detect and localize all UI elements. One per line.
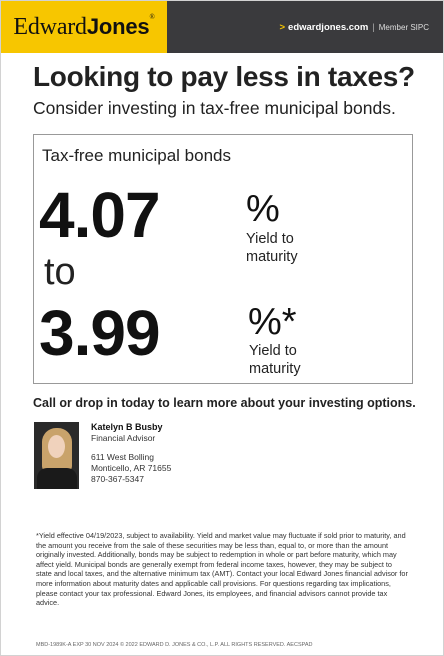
- yield-card: [33, 134, 413, 384]
- advisor-name: Katelyn B Busby: [91, 422, 163, 432]
- low-yield-value: 3.99: [39, 297, 160, 369]
- top-bar: [167, 1, 443, 53]
- yield-label-line1: Yield to: [249, 343, 297, 359]
- edward-jones-logo[interactable]: [1, 1, 167, 53]
- website-link[interactable]: edwardjones.com: [288, 21, 369, 33]
- high-yield-value: 4.07: [39, 179, 160, 251]
- yield-label-high: [246, 230, 366, 266]
- registered-mark: ®: [149, 12, 155, 21]
- advisor-address-line1: 611 West Bolling: [91, 452, 154, 462]
- legal-footer: MBD-1989K-A EXP 30 NOV 2024 © 2022 EDWARD D. JONES & CO., L.P. ALL RIGHTS RESERVED. AECSPAD: [36, 642, 313, 648]
- percent-sign: %: [246, 188, 280, 230]
- subheadline: Consider investing in tax-free municipal bonds.: [33, 98, 396, 118]
- yield-label-line2: maturity: [249, 361, 301, 377]
- advisor-address-line2: Monticello, AR 71655: [91, 463, 172, 473]
- logo-bold-text: Jones: [86, 13, 150, 39]
- advisor-title: Financial Advisor: [91, 433, 156, 443]
- yield-label-low: [249, 342, 369, 378]
- yield-label-line2: maturity: [246, 249, 298, 265]
- logo-wordmark: [13, 14, 154, 41]
- advisor-block: [34, 422, 171, 489]
- advisor-info: [91, 422, 171, 489]
- logo-light-text: Edward: [13, 13, 87, 40]
- to-word: to: [44, 251, 76, 293]
- arrow-icon: >: [279, 21, 286, 33]
- headline: Looking to pay less in taxes?: [33, 61, 415, 92]
- call-to-action: Call or drop in today to learn more about your investing options.: [33, 396, 416, 410]
- advisor-photo: [34, 422, 79, 489]
- percent-sign-asterisk: %*: [248, 301, 297, 343]
- header: [1, 1, 443, 53]
- card-title: Tax-free municipal bonds: [42, 146, 231, 165]
- advisor-phone[interactable]: 870-367-5347: [91, 474, 144, 484]
- disclaimer: *Yield effective 04/19/2023, subject to availability. Yield and market value may fluctuate if sold prior to maturity, and the amount you receive from the sale of these securities may be less than, equal to, or more than the amount originally invested. Additionally, bonds may be subject to redemption in whole or part before maturity, which may affect yield. Municipal bonds are generally exempt from federal income taxes, however, they may be subject to state and local taxes, and the alternative minimum tax (AMT). Contact your local Edward Jones financial advisor for more information about maturity dates and applicable call provisions. For questions regarding tax implications, please contact your tax professional. Edward Jones, its employees, and financial advisors cannot provide tax advice.: [36, 531, 408, 608]
- member-sipc: Member SIPC: [378, 22, 429, 32]
- divider: |: [372, 21, 375, 33]
- yield-label-line1: Yield to: [246, 231, 294, 247]
